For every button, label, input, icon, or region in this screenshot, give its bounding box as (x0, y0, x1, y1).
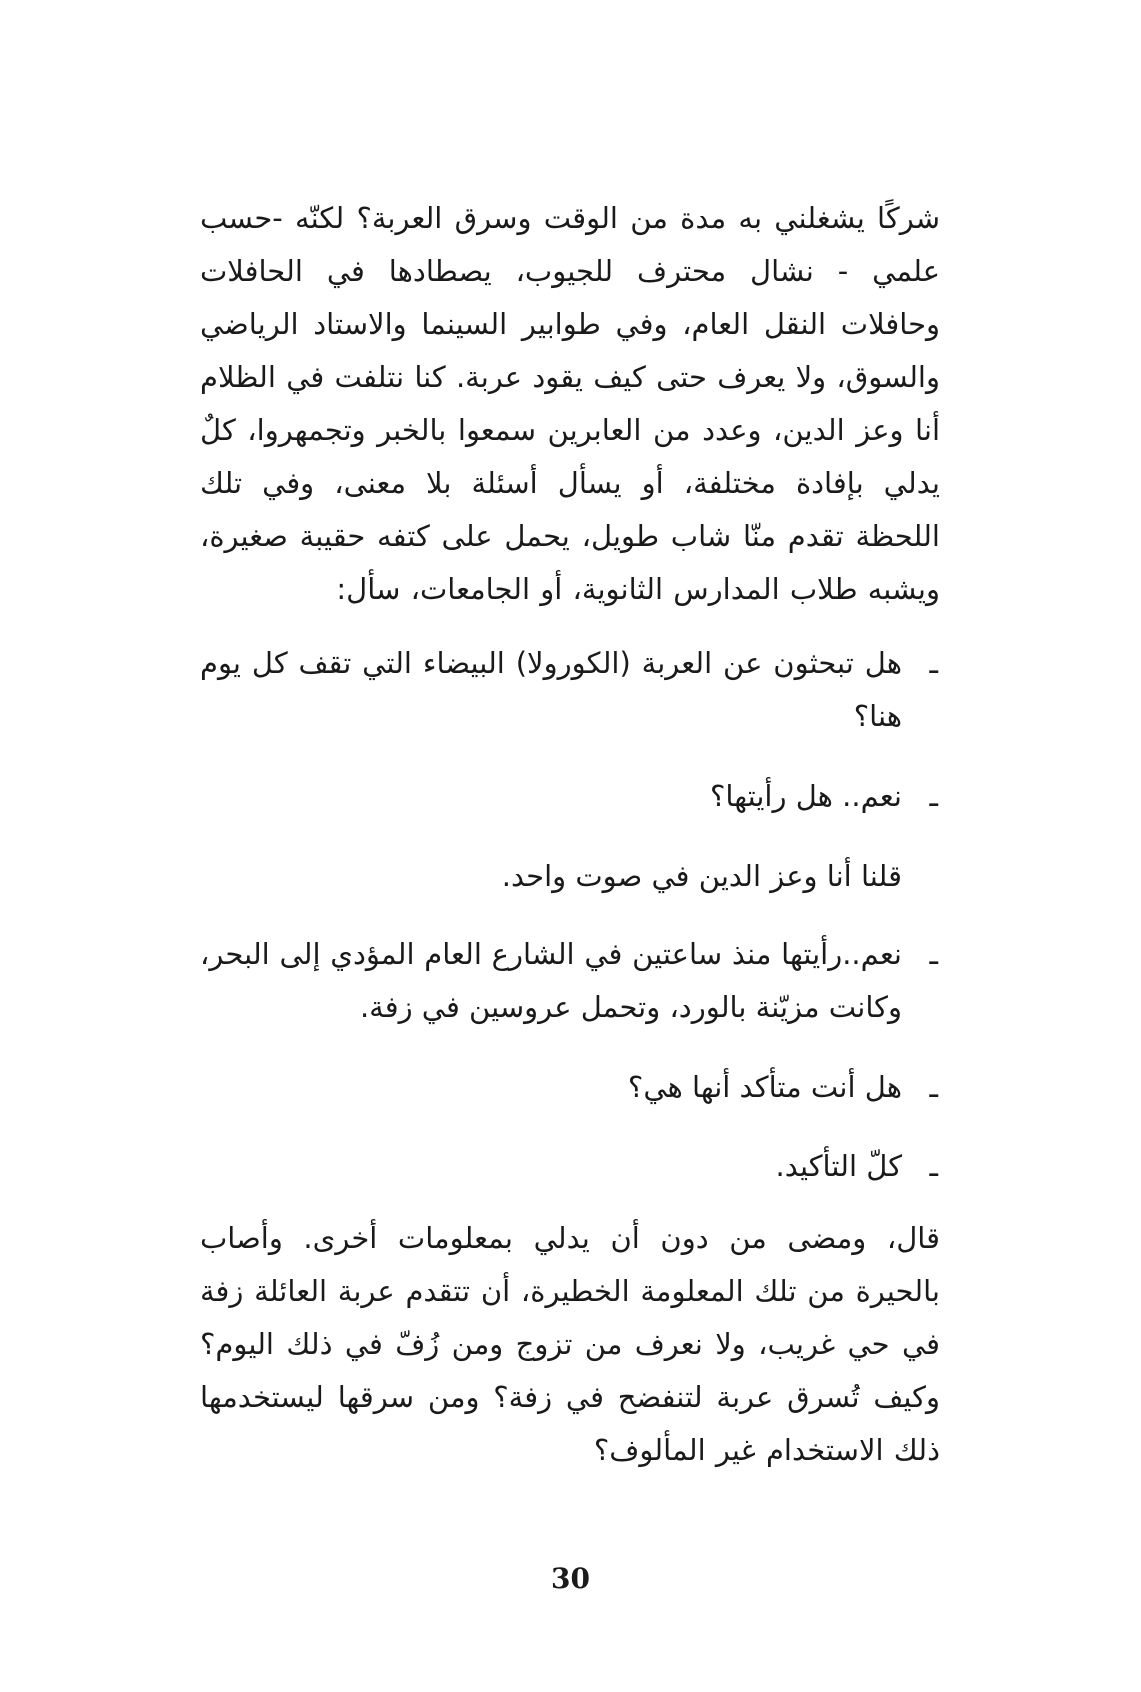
dialogue-text: هل تبحثون عن العربة (الكورولا) البيضاء التي تقف كل يوم هنا؟ (200, 646, 902, 733)
dialogue-line-6 (200, 1140, 940, 1193)
dialogue-line-5 (200, 1061, 940, 1114)
dialogue-dash: ـ (929, 1149, 938, 1183)
dialogue-line-4 (200, 928, 940, 1034)
dialogue-dash: ـ (929, 779, 938, 813)
dialogue-line-1 (200, 637, 940, 743)
paragraph-opening: شركًا يشغلني به مدة من الوقت وسرق العربة؟ لكنّه -حسب علمي - نشال محترف للجيوب، يصطادها في الحافلات وحافلات النقل العام، وفي طوابير السينما والاستاد الرياضي والسوق، ولا يعرف حتى كيف يقود عربة. كنا نتلفت في الظلام أنا وعز الدين، وعدد من العابرين سمعوا بالخبر وتجمهروا، كلٌ يدلي بإفادة مختلفة، أو يسأل أسئلة بلا معنى، وفي تلك اللحظة تقدم منّا شاب طويل، يحمل على كتفه حقيبة صغيرة، ويشبه طلاب المدارس الثانوية، أو الجامعات، سأل: (200, 201, 940, 606)
dialogue-text: نعم..رأيتها منذ ساعتين في الشارع العام المؤدي إلى البحر، وكانت مزيّنة بالورد، وتحمل عروسين في زفة. (200, 937, 902, 1024)
paragraph-closing: قال، ومضى من دون أن يدلي بمعلومات أخرى. وأصاب بالحيرة من تلك المعلومة الخطيرة، أن تتقدم عربة العائلة زفة في حي غريب، ولا نعرف من تزوج ومن زُفّ في ذلك اليوم؟ وكيف تُسرق عربة لتنفضح في زفة؟ ومن سرقها ليستخدمها ذلك الاستخدام غير المألوف؟ (200, 1221, 940, 1467)
dialogue-line-2 (200, 770, 940, 823)
dialogue-dash: ـ (929, 937, 938, 971)
dialogue-text: هل أنت متأكد أنها هي؟ (627, 1070, 902, 1104)
narration-line (200, 850, 940, 903)
page-number: 30 (551, 1562, 590, 1595)
narration-text: قلنا أنا وعز الدين في صوت واحد. (501, 859, 902, 893)
dialogue-dash: ـ (929, 1070, 938, 1104)
dialogue-text: نعم.. هل رأيتها؟ (710, 779, 902, 813)
dialogue-text: كلّ التأكيد. (775, 1149, 902, 1183)
dialogue-dash: ـ (929, 646, 938, 680)
